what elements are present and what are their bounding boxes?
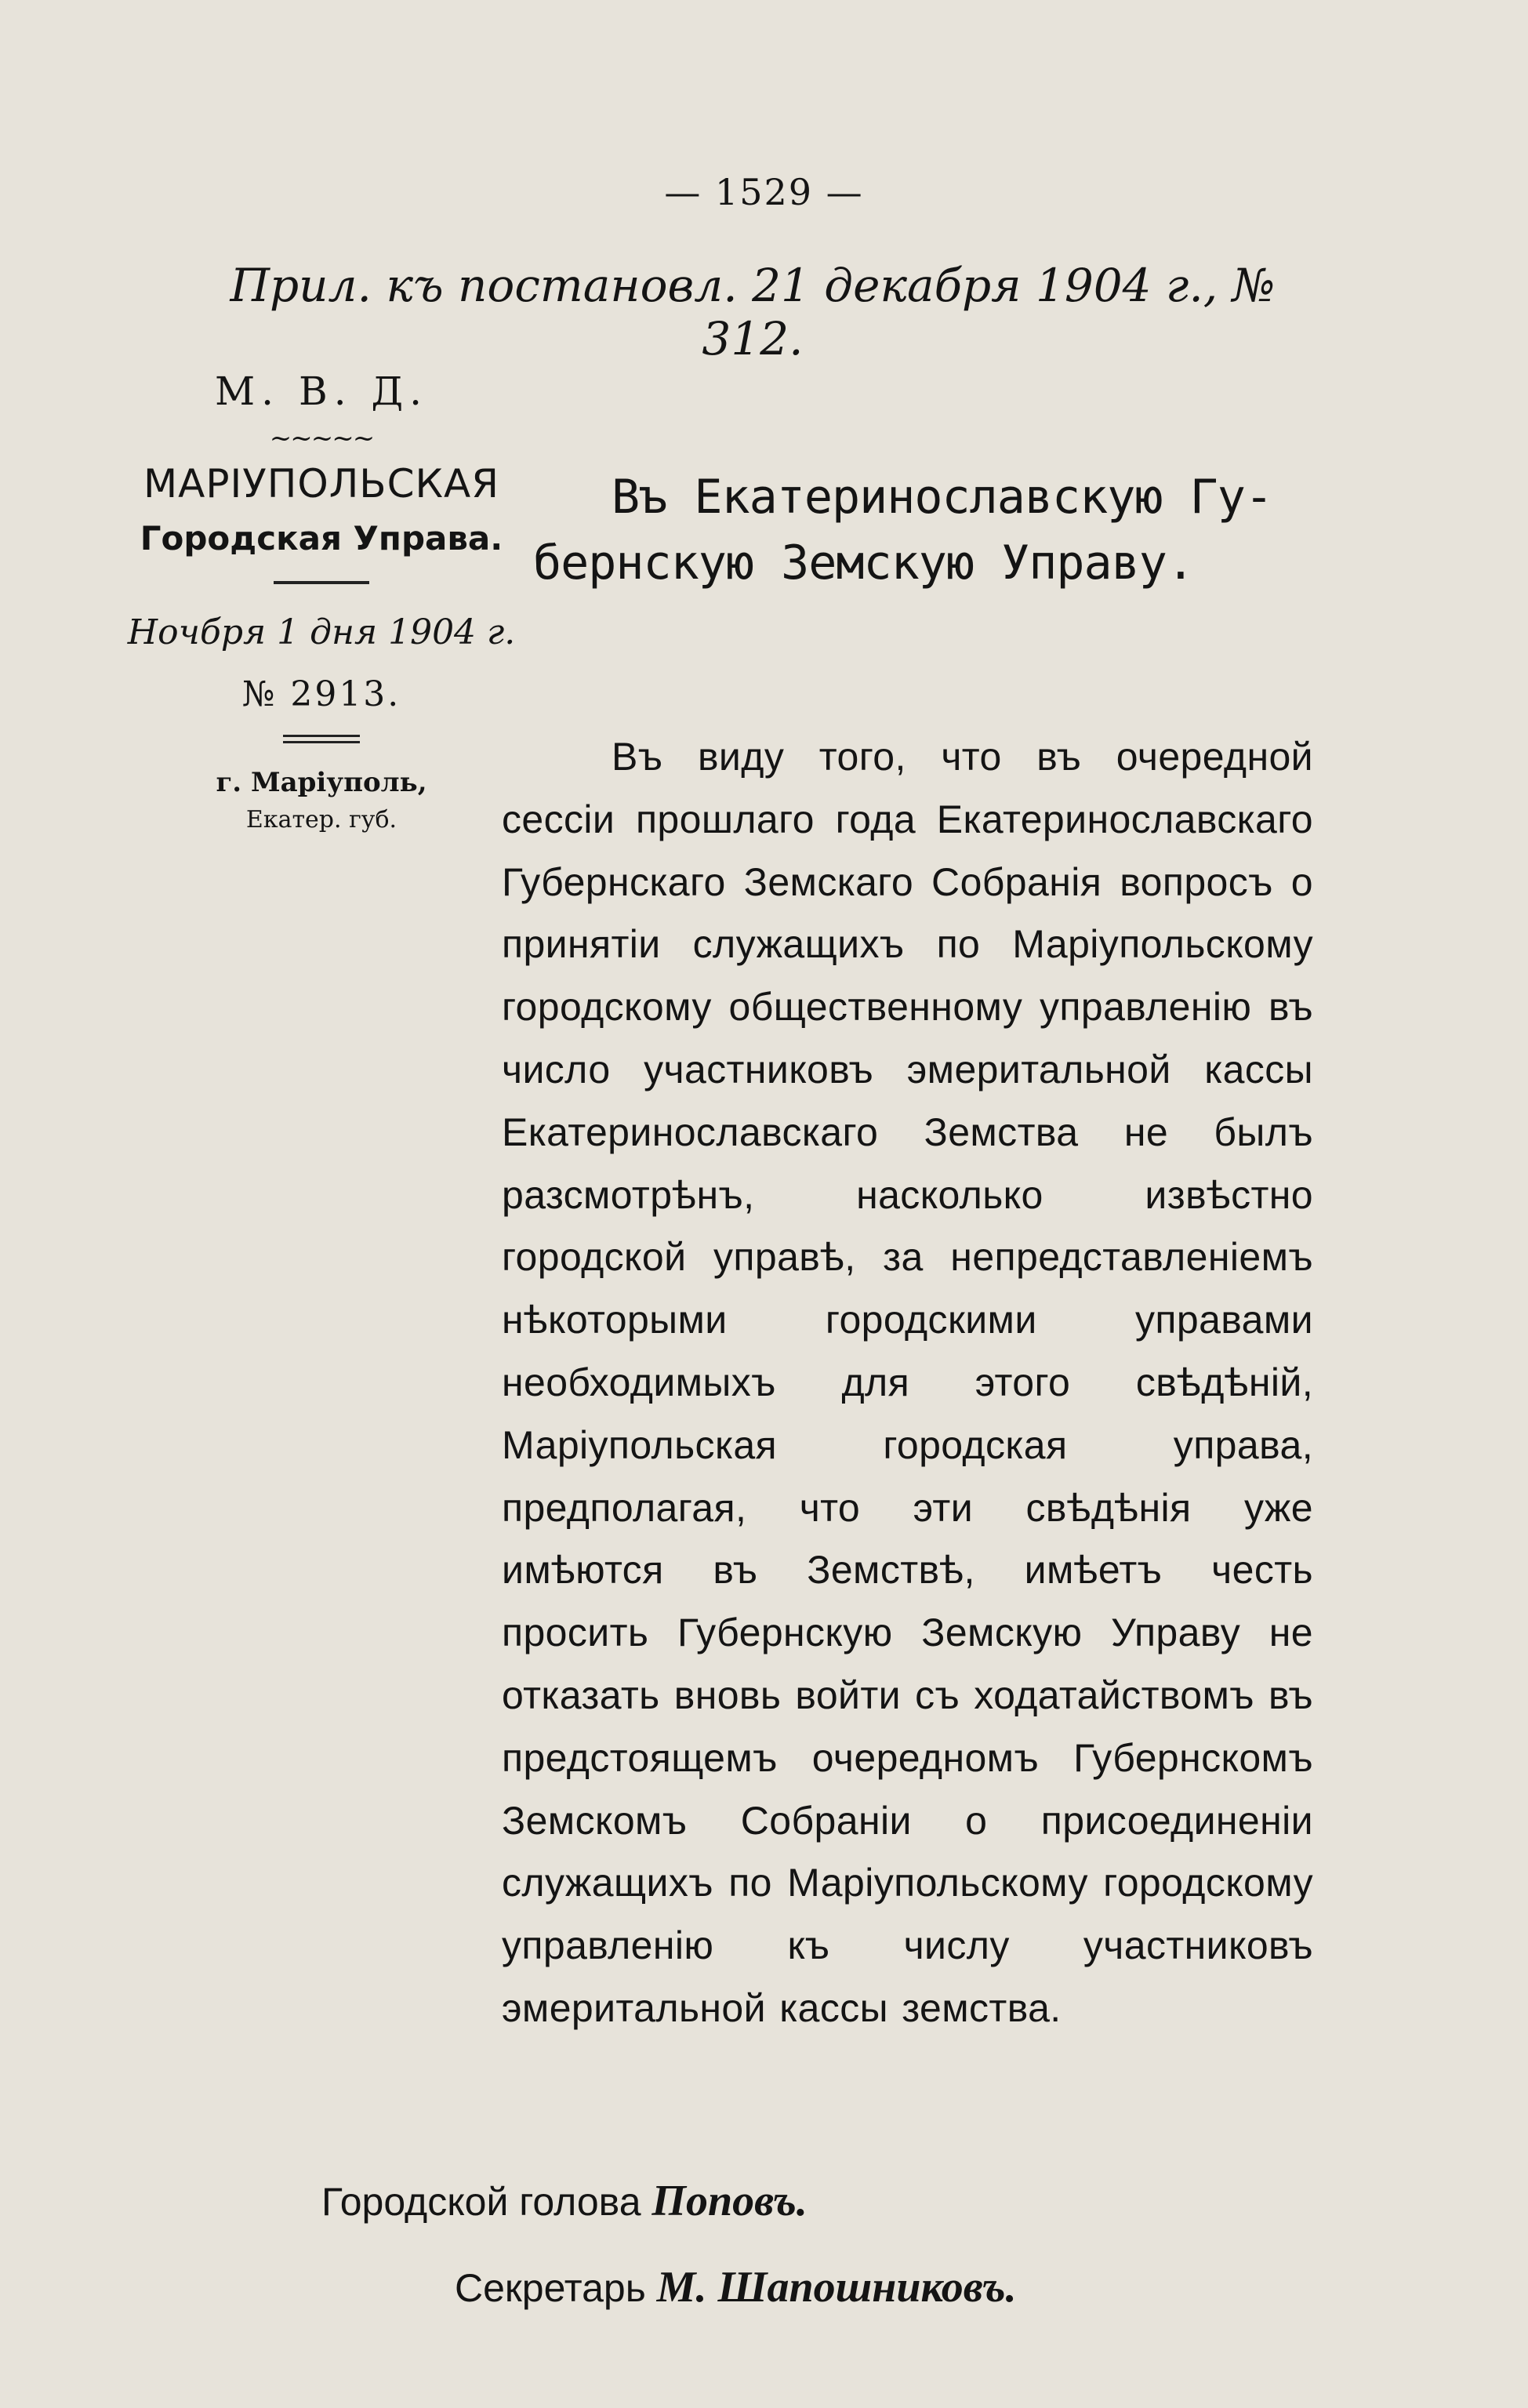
addressee-line1: Въ Екатеринославскую Гу-	[612, 470, 1272, 525]
appendix-line: Прил. къ постановл. 21 декабря 1904 г., № 312.	[230, 259, 1276, 365]
double-rule-divider	[283, 735, 360, 743]
addressee-block	[533, 464, 1317, 596]
letter-number: № 2913.	[241, 674, 401, 714]
rule-divider	[274, 581, 369, 584]
mayor-title: Городской голова	[321, 2180, 641, 2224]
region-name: Екатер. губ.	[245, 806, 397, 834]
page-number: — 1529 —	[664, 171, 864, 213]
org-name-line1: МАРІУПОЛЬСКАЯ	[143, 461, 499, 507]
secretary-title: Секретарь	[455, 2266, 646, 2310]
ministry-abbrev: М. В. Д.	[214, 369, 429, 414]
letter-date: Ночбря 1 дня 1904 г.	[127, 612, 516, 652]
mayor-name: Поповъ.	[651, 2177, 808, 2225]
org-name-line2: Городская Управа.	[140, 519, 503, 558]
secretary-signature	[455, 2262, 1017, 2312]
sender-block	[118, 369, 525, 834]
mayor-signature	[321, 2176, 808, 2226]
ornament-divider: ~~~~~	[269, 423, 374, 454]
secretary-name: М. Шапошниковъ.	[656, 2263, 1017, 2312]
letter-body: Въ виду того, что въ очередной сессіи прошлаго года Екатеринославскаго Губернскаго Земскаго Собранія вопросъ о принятіи служащихъ по Маріупольскому городскому общественному управленію въ число участниковъ эмеритальной кассы Екатеринославскаго Земства не былъ разсмотрѣнъ, насколько извѣстно городской управѣ, за непредставленіемъ нѣкоторыми городскими управами необходимыхъ для этого свѣдѣній, Маріупольская городская управа, предполагая, что эти свѣдѣнія уже имѣются въ Земствѣ, имѣетъ честь просить Губернскую Земскую Управу не отказать вновь войти съ ходатайствомъ въ предстоящемъ очередномъ Губернскомъ Земскомъ Собраніи о присоединеніи служащихъ по Маріупольскому городскому управленію къ числу участниковъ эмеритальной кассы земства.	[502, 735, 1313, 2030]
addressee-line2: бернскую Земскую Управу.	[533, 536, 1194, 590]
city-name: г. Маріуполь,	[216, 767, 427, 798]
